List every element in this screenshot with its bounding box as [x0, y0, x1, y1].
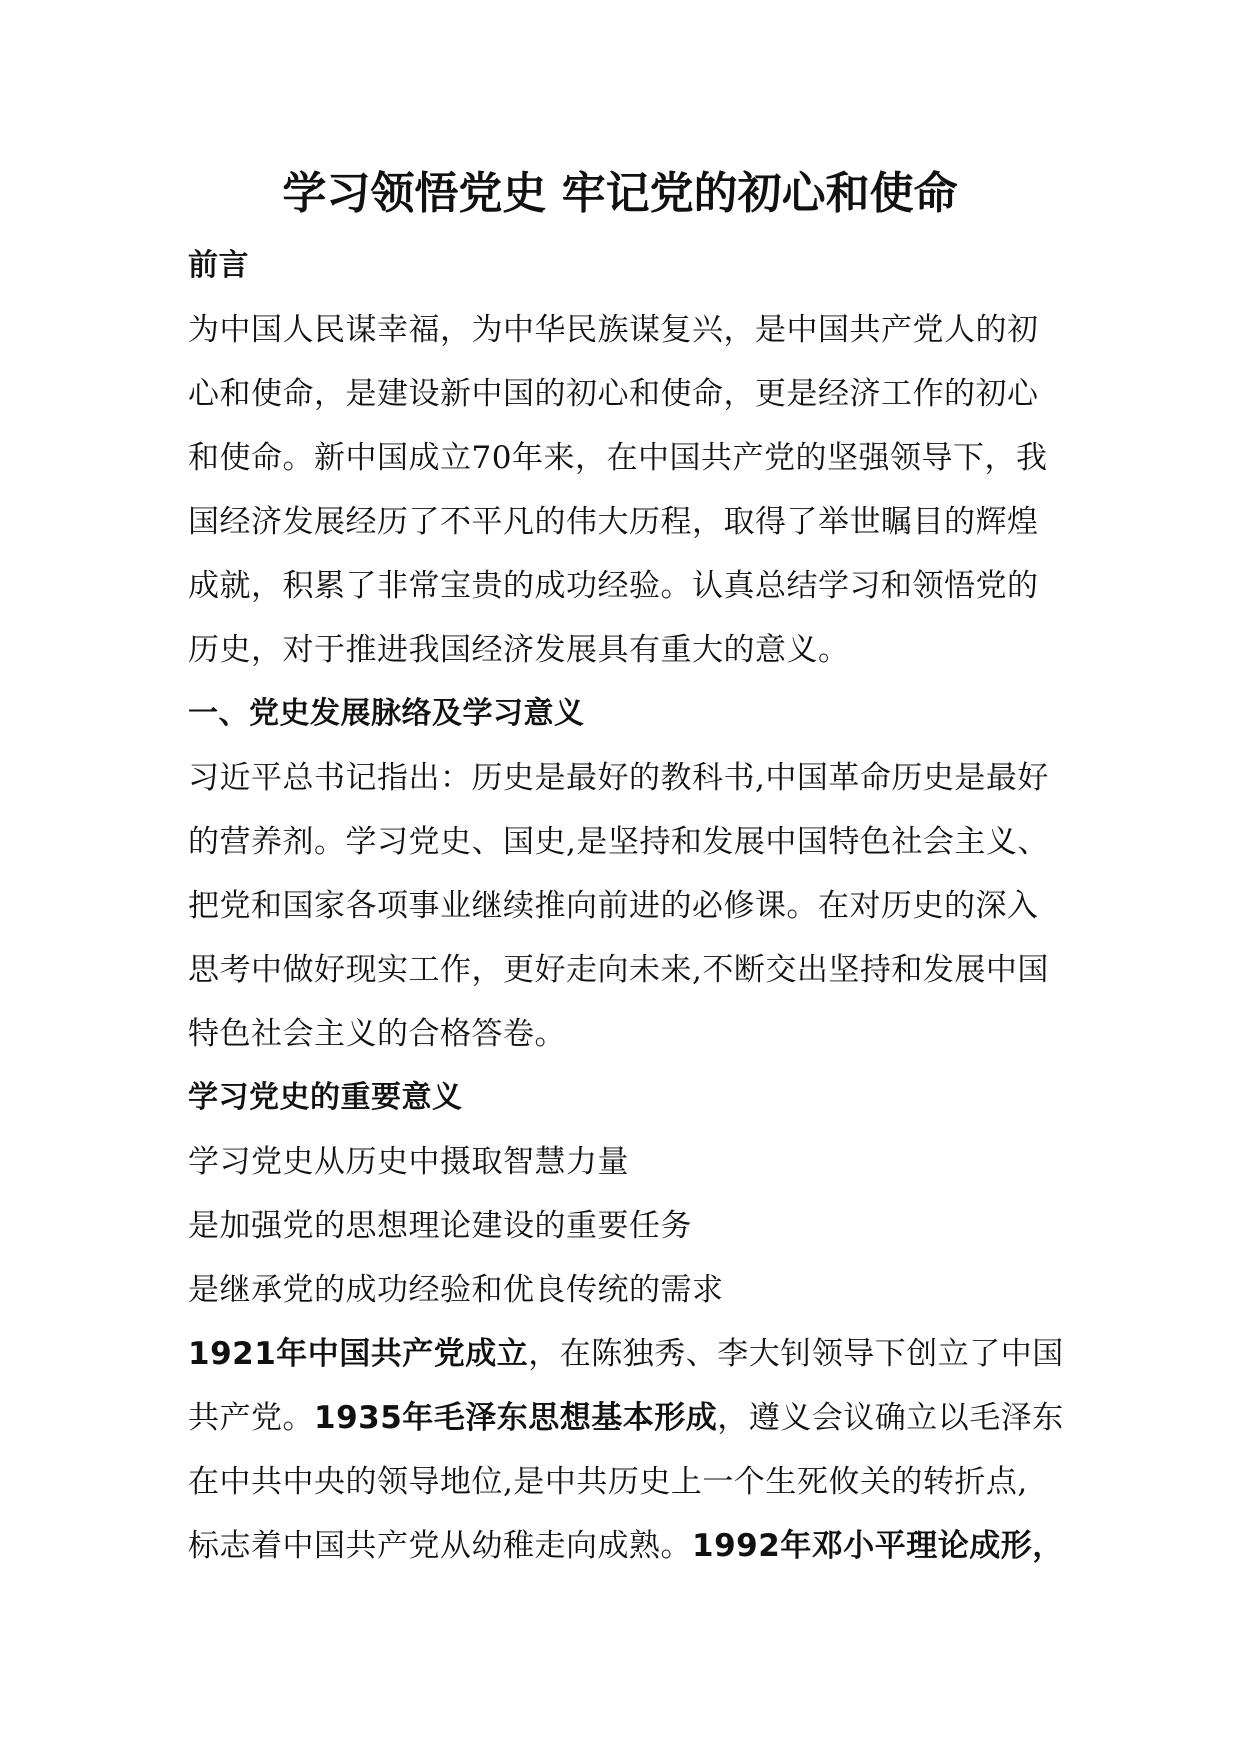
history-line: 在中共中央的领导地位,是中共历史上一个生死攸关的转折点,	[188, 1464, 1028, 1500]
section-line: 把党和国家各项事业继续推向前进的必修课。在对历史的深入	[188, 888, 1039, 924]
preface-line: 和使命。新中国成立70年来，在中国共产党的坚强领导下，我	[188, 440, 1048, 476]
history-line	[188, 1514, 1064, 1578]
preface-line: 心和使命，是建设新中国的初心和使命，更是经济工作的初心	[188, 376, 1039, 412]
document-body	[188, 234, 1064, 1578]
history-text: ，遵义会议确立以毛泽东	[717, 1400, 1064, 1436]
history-line	[188, 1322, 1064, 1386]
document-title: 学习领悟党史 牢记党的初心和使命	[282, 168, 958, 219]
significance-item: 是继承党的成功经验和优良传统的需求	[188, 1272, 724, 1308]
history-line	[188, 1386, 1064, 1450]
milestone-1992: 1992年邓小平理论成形，	[692, 1528, 1064, 1564]
subsection-heading: 学习党史的重要意义	[188, 1080, 463, 1115]
history-text: 共产党。	[188, 1400, 314, 1436]
preface-line: 历史，对于推进我国经济发展具有重大的意义。	[188, 632, 850, 668]
milestone-1921: 1921年中国共产党成立	[188, 1336, 529, 1372]
preface-line: 成就，积累了非常宝贵的成功经验。认真总结学习和领悟党的	[188, 568, 1039, 604]
history-text: ，在陈独秀、李大钊领导下创立了中国	[528, 1336, 1064, 1372]
significance-item: 学习党史从历史中摄取智慧力量	[188, 1144, 629, 1180]
history-text: 标志着中国共产党从幼稚走向成熟。	[188, 1528, 692, 1564]
section-line: 习近平总书记指出：历史是最好的教科书,中国革命历史是最好	[188, 760, 1049, 796]
preface-line: 国经济发展经历了不平凡的伟大历程，取得了举世瞩目的辉煌	[188, 504, 1039, 540]
section-line: 的营养剂。学习党史、国史,是坚持和发展中国特色社会主义、	[188, 824, 1049, 860]
section-heading: 一、党史发展脉络及学习意义	[188, 696, 585, 731]
preface-line: 为中国人民谋幸福，为中华民族谋复兴，是中国共产党人的初	[188, 312, 1039, 348]
section-line: 思考中做好现实工作，更好走向未来,不断交出坚持和发展中国	[188, 952, 1049, 988]
section-line: 特色社会主义的合格答卷。	[188, 1016, 566, 1052]
milestone-1935: 1935年毛泽东思想基本形成	[314, 1400, 718, 1436]
preface-heading: 前言	[188, 248, 249, 283]
significance-item: 是加强党的思想理论建设的重要任务	[188, 1208, 692, 1244]
